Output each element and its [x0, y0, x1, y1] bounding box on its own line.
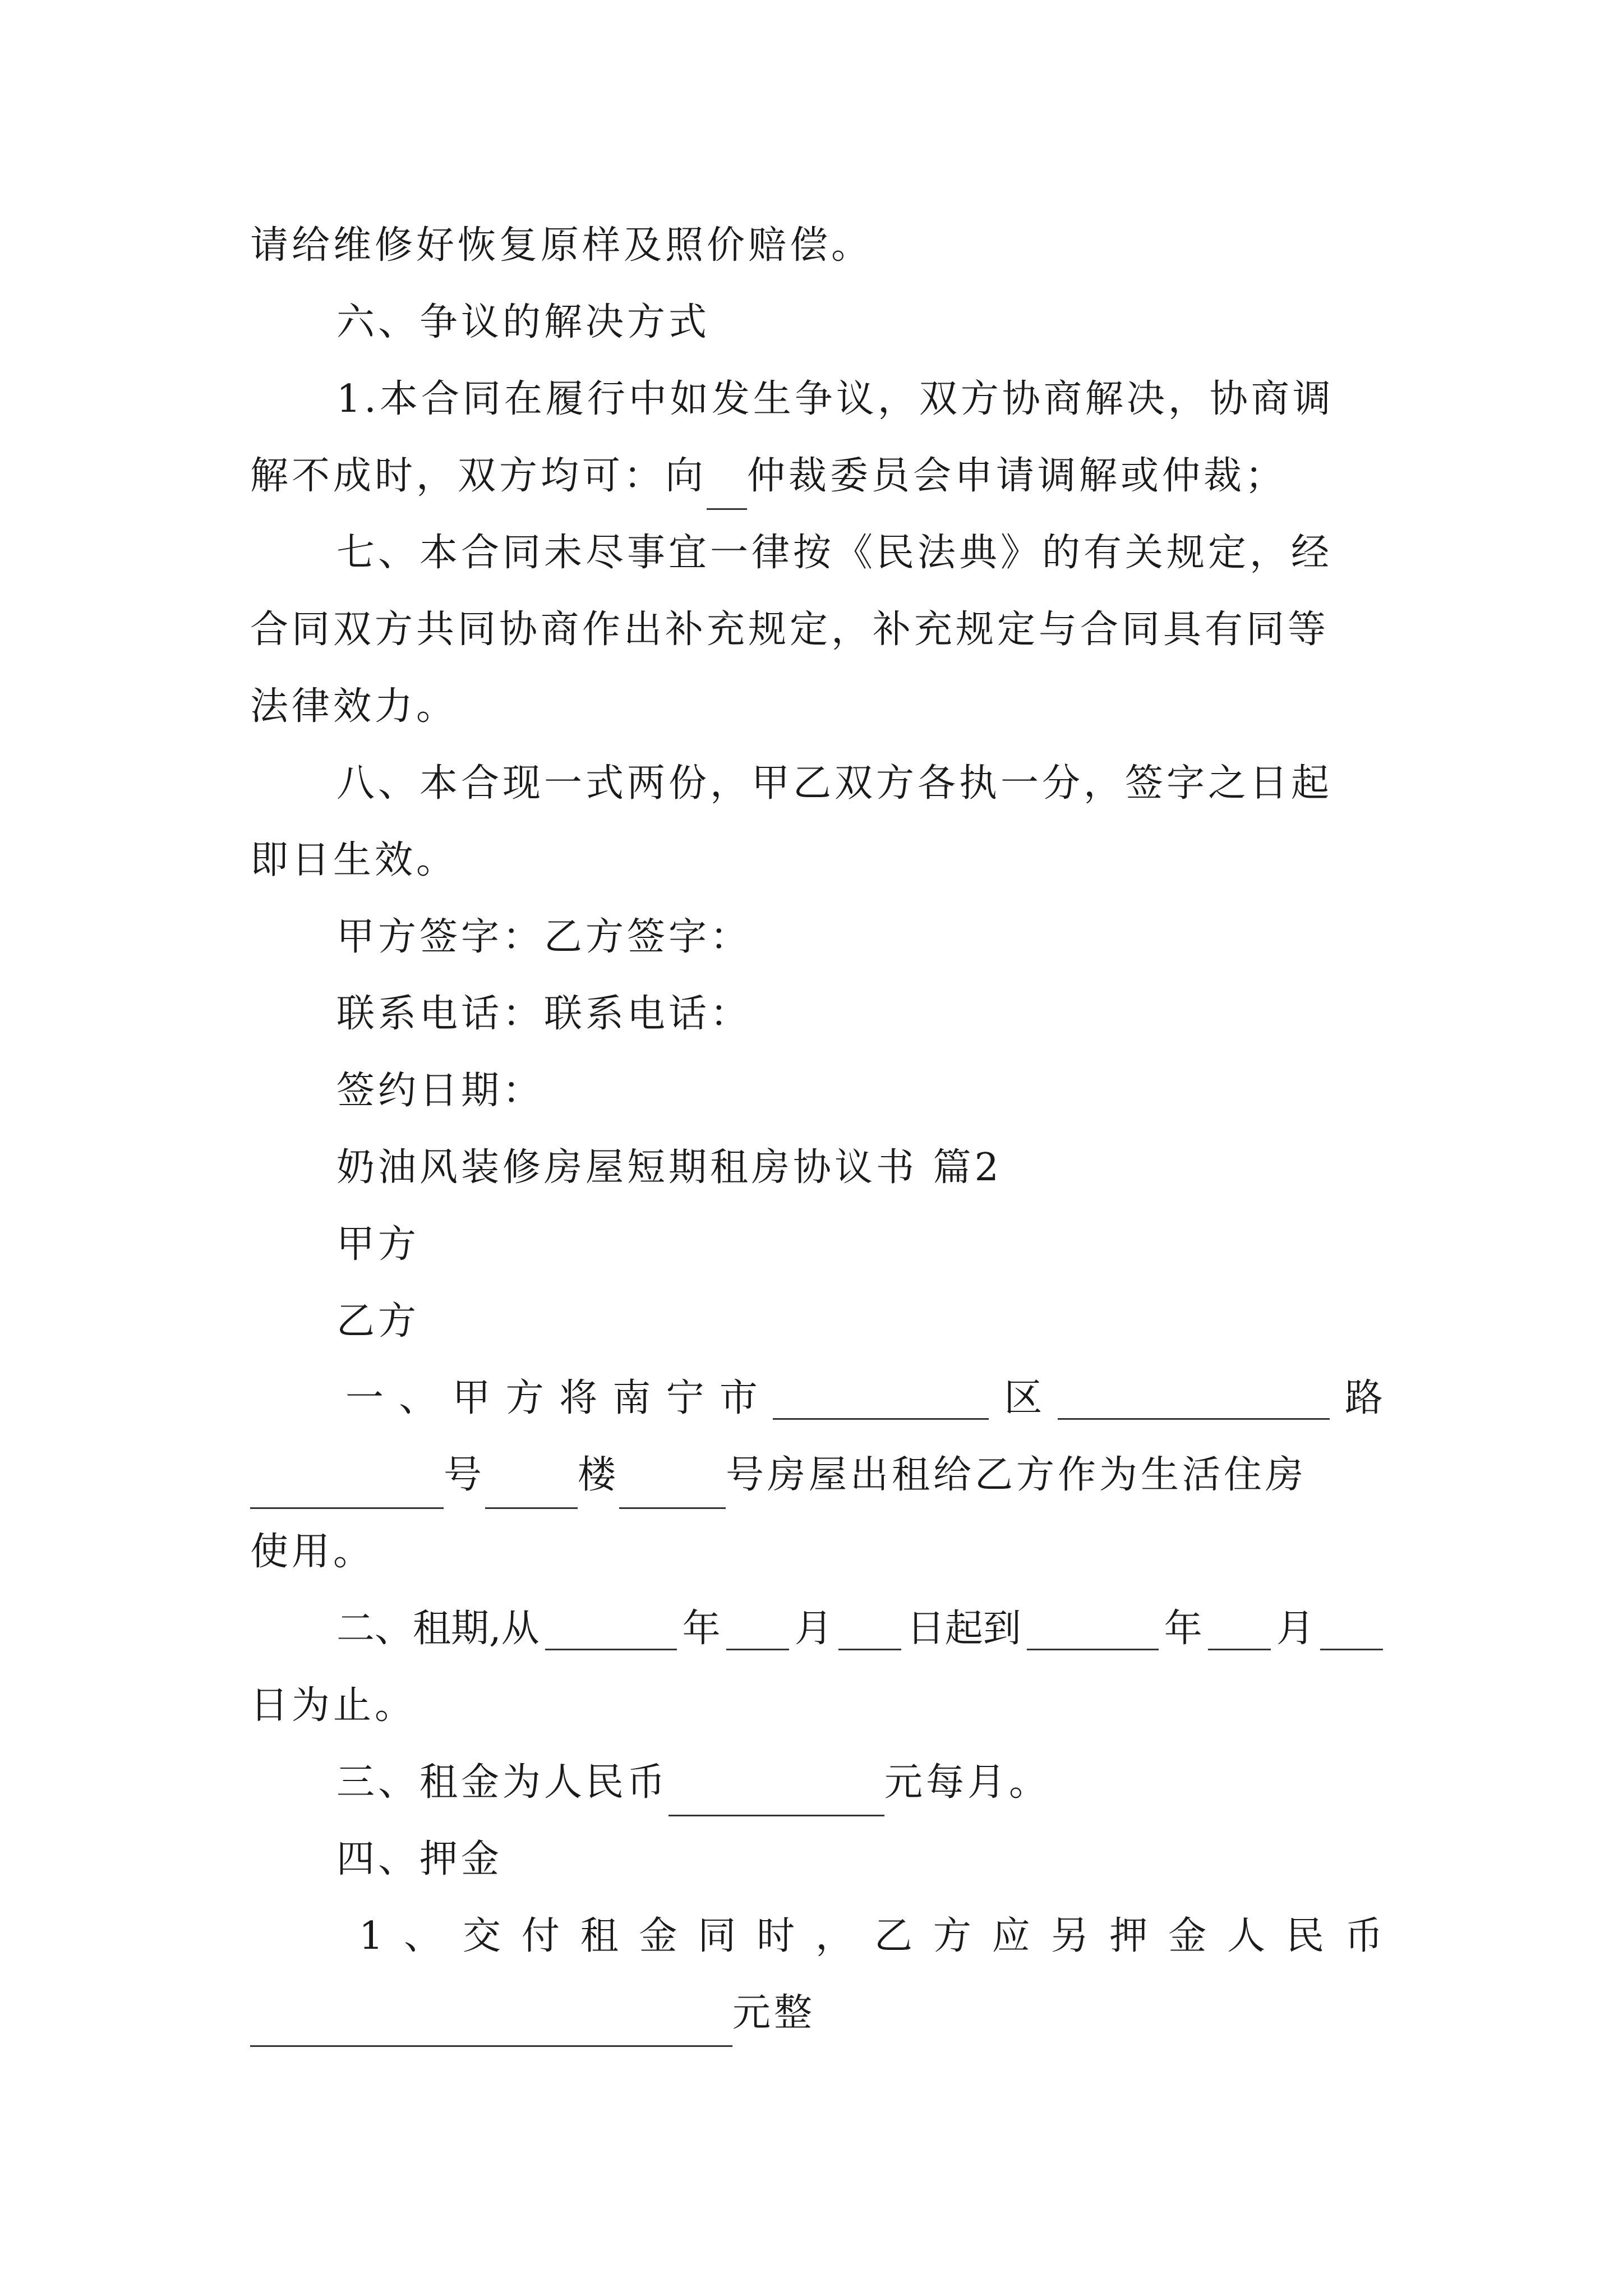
text-char: 、 — [399, 1376, 437, 1420]
fill-blank — [838, 1603, 901, 1650]
date-line: 签约日期： — [336, 1069, 545, 1113]
text-line: 1.本合同在履行中如发生争议，双方协商解决，协商调 — [336, 377, 1334, 421]
text-segment: 月 — [794, 1607, 833, 1651]
fill-blank — [726, 1603, 789, 1650]
section-heading: 四、押金 — [336, 1837, 503, 1881]
text-char: ， — [815, 1914, 854, 1958]
text-segment: 楼 — [578, 1453, 620, 1497]
text-char: 一 — [345, 1376, 384, 1420]
text-line: 合同双方共同协商作出补充规定，补充规定与合同具有同等 — [250, 608, 1330, 652]
text-char: 应 — [992, 1914, 1030, 1958]
address-line — [250, 1442, 1383, 1509]
text-char: 交 — [462, 1914, 501, 1958]
text-line: 七、本合同未尽事宜一律按《民法典》的有关规定，经 — [336, 531, 1333, 575]
text-line: 日为止。 — [250, 1683, 417, 1728]
text-char: 将 — [559, 1376, 598, 1420]
text-char: 金 — [1168, 1914, 1207, 1958]
fill-blank — [1208, 1603, 1271, 1650]
fill-blank — [1320, 1603, 1383, 1650]
text-char: 区 — [1004, 1376, 1043, 1420]
text-segment: 解不成时，双方均可：向 — [250, 454, 707, 498]
fill-blank — [668, 1769, 884, 1816]
text-char: 另 — [1050, 1914, 1089, 1958]
section-heading: 六、争议的解决方式 — [336, 300, 711, 344]
text-char: 、 — [404, 1914, 442, 1958]
fill-blank — [1027, 1603, 1159, 1650]
fill-blank — [619, 1461, 726, 1509]
document-title: 奶油风装修房屋短期租房协议书 篇2 — [336, 1145, 1002, 1190]
fill-blank — [485, 1461, 578, 1509]
text-segment: 年 — [1164, 1607, 1202, 1651]
text-char: 方 — [933, 1914, 971, 1958]
text-line: 使用。 — [250, 1530, 375, 1574]
text-char: 民 — [1286, 1914, 1325, 1958]
text-line: 法律效力。 — [250, 684, 458, 729]
text-segment: 三、租金为人民币 — [336, 1760, 669, 1805]
text-segment: 年 — [682, 1607, 721, 1651]
text-char: 同 — [698, 1914, 736, 1958]
fill-blank — [707, 462, 747, 510]
text-char: 时 — [757, 1914, 795, 1958]
fill-blank — [250, 1461, 444, 1509]
text-segment: 号 — [444, 1453, 486, 1497]
signature-line: 甲方签字：乙方签字： — [336, 915, 752, 959]
text-segment: 日起到 — [906, 1607, 1021, 1651]
text-segment: 仲裁委员会申请调解或仲裁； — [747, 454, 1287, 498]
text-char: 付 — [521, 1914, 560, 1958]
fill-blank — [773, 1372, 989, 1420]
deposit-line — [359, 1903, 1383, 1970]
text-char: 南 — [612, 1376, 651, 1420]
text-char: 押 — [1109, 1914, 1148, 1958]
rent-line — [336, 1749, 1383, 1816]
text-segment: 元每月。 — [884, 1760, 1051, 1805]
text-char: 乙 — [874, 1914, 912, 1958]
fill-blank — [545, 1603, 677, 1650]
text-line — [250, 443, 1383, 510]
text-char: 金 — [639, 1914, 677, 1958]
text-char: 人 — [1227, 1914, 1266, 1958]
lease-term-line — [336, 1595, 1383, 1663]
text-char: 币 — [1344, 1914, 1383, 1958]
phone-line: 联系电话：联系电话： — [336, 992, 752, 1036]
text-segment: 号房屋出租给乙方作为生活住房 — [726, 1453, 1307, 1497]
text-char: 宁 — [666, 1376, 704, 1420]
address-line — [345, 1365, 1383, 1432]
text-line: 八、本合现一式两份，甲乙双方各执一分，签字之日起 — [336, 761, 1333, 806]
text-char: 甲 — [452, 1376, 491, 1420]
fill-blank — [1058, 1372, 1330, 1420]
party-b-label: 乙方 — [336, 1299, 420, 1343]
deposit-amount-line — [250, 1980, 1383, 2047]
text-segment: 元整 — [732, 1991, 816, 2035]
text-char: 路 — [1344, 1376, 1383, 1420]
text-char: 市 — [719, 1376, 758, 1420]
text-char: 租 — [580, 1914, 619, 1958]
text-segment: 二、租期,从 — [336, 1607, 540, 1651]
text-segment: 月 — [1276, 1607, 1315, 1651]
text-char: 1 — [359, 1914, 384, 1958]
party-a-label: 甲方 — [336, 1222, 420, 1267]
fill-blank — [250, 1999, 732, 2047]
text-line: 即日生效。 — [250, 838, 458, 882]
text-char: 方 — [505, 1376, 544, 1420]
text-line: 请给维修好恢复原样及照价赔偿。 — [250, 223, 873, 268]
